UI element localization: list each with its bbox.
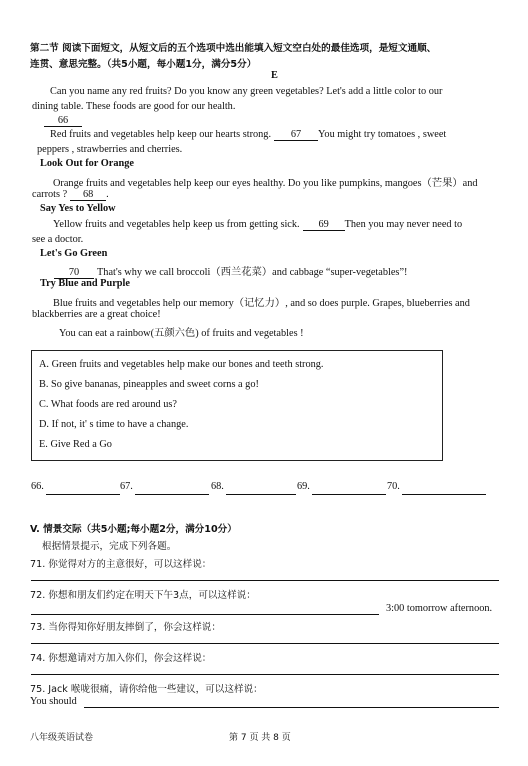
section5-heading: V. 情景交际（共5小题;每小题2分，满分10分） [30, 524, 237, 535]
option-c: C. What foods are red around us? [39, 399, 177, 410]
answer-line-73[interactable] [31, 643, 499, 644]
passage-letter: E [271, 70, 278, 81]
blank-70: 70 [54, 267, 94, 279]
paragraph-3-line2 [32, 189, 109, 201]
question-72: 72. 你想和朋友们约定在明天下午3点，可以这样说： [30, 590, 256, 601]
option-e: E. Give Red a Go [39, 439, 112, 450]
paragraph-1-line1: Can you name any red fruits? Do you know any green vegetables? Let's add a little color to our [50, 86, 443, 97]
heading-orange: Look Out for Orange [40, 158, 134, 169]
question-72-tail: 3:00 tomorrow afternoon. [386, 603, 493, 614]
blank-66 [44, 115, 82, 127]
question-73: 73. 当你得知你好朋友摔倒了，你会这样说： [30, 622, 221, 633]
answer-field-70[interactable] [402, 494, 486, 495]
paragraph-4-text-pre: Yellow fruits and vegetables help keep us from getting sick. [53, 219, 300, 230]
paragraph-2-text-post: You might try tomatoes , sweet [318, 129, 447, 140]
blank-68: 68 [70, 189, 106, 201]
heading-yellow: Say Yes to Yellow [40, 203, 116, 214]
answer-field-68[interactable] [226, 494, 296, 495]
option-b: B. So give bananas, pineapples and sweet corns a go! [39, 379, 259, 390]
paragraph-4-text-post: Then you may never need to [344, 219, 463, 230]
question-74: 74. 你想邀请对方加入你们，你会这样说： [30, 653, 212, 664]
blank-67: 67 [274, 129, 318, 141]
option-a: A. Green fruits and vegetables help make our bones and teeth strong. [39, 359, 324, 370]
paragraph-4-line2: see a doctor. [32, 234, 84, 245]
blank-66-number: 66 [44, 115, 82, 127]
answer-line-74[interactable] [31, 674, 499, 675]
answer-field-66[interactable] [46, 494, 120, 495]
footer-page-number: 第 7 页 共 8 页 [229, 733, 291, 743]
heading-green: Let's Go Green [40, 248, 108, 259]
answer-line-71[interactable] [31, 580, 499, 581]
paragraph-5 [54, 263, 407, 279]
paragraph-4-line1 [53, 219, 462, 231]
question-75-start: You should [30, 696, 77, 707]
paragraph-3-text-pre: carrots ? [32, 189, 68, 200]
answer-label-69: 69. [297, 481, 310, 492]
answer-label-67: 67. [120, 481, 133, 492]
paragraph-2-line2: peppers , strawberries and cherries. [37, 144, 183, 155]
paragraph-3-line1: Orange fruits and vegetables help keep our eyes healthy. Do you like pumpkins, mangoes（芒果）and [53, 178, 478, 189]
paragraph-6-line1: Blue fruits and vegetables help our memory（记忆力）, and so does purple. Grapes, blueberries and [53, 298, 470, 309]
option-d: D. If not, it' s time to have a change. [39, 419, 189, 430]
paragraph-7: You can eat a rainbow(五颜六色) of fruits and vegetables ! [59, 328, 304, 339]
paragraph-5-text: That's why we call broccoli（西兰花菜）and cabbage “super-vegetables”! [97, 267, 408, 278]
options-box [31, 350, 443, 461]
answer-label-68: 68. [211, 481, 224, 492]
question-71: 71. 你觉得对方的主意很好，可以这样说： [30, 559, 212, 570]
paragraph-1-line2: dining table. These foods are good for our health. [32, 101, 236, 112]
answer-field-67[interactable] [135, 494, 209, 495]
question-75: 75. Jack 喉咙很痛，请你给他一些建议，可以这样说： [30, 684, 263, 695]
footer-title: 八年级英语试卷 [30, 733, 94, 743]
paragraph-2-line1 [50, 129, 446, 141]
section2-heading: 第二节 阅读下面短文，从短文后的五个选项中选出能填入短文空白处的最佳选项，是短文通顺、 [30, 43, 437, 54]
paragraph-2-text-pre: Red fruits and vegetables help keep our hearts strong. [50, 129, 272, 140]
answer-label-66: 66. [31, 481, 44, 492]
answer-field-69[interactable] [312, 494, 386, 495]
answer-label-70: 70. [387, 481, 400, 492]
blank-69: 69 [303, 219, 345, 231]
heading-blue-purple: Try Blue and Purple [40, 278, 130, 289]
answer-line-72[interactable] [31, 614, 379, 615]
answer-line-75[interactable] [84, 707, 499, 708]
section2-heading-line2: 连贯、意思完整。（共5小题，每小题1分，满分5分） [30, 59, 257, 70]
paragraph-3-text-post: . [106, 189, 109, 200]
paragraph-6-line2: blackberries are a great choice! [32, 309, 161, 320]
section5-instruction: 根据情景提示，完成下列各题。 [42, 541, 177, 552]
